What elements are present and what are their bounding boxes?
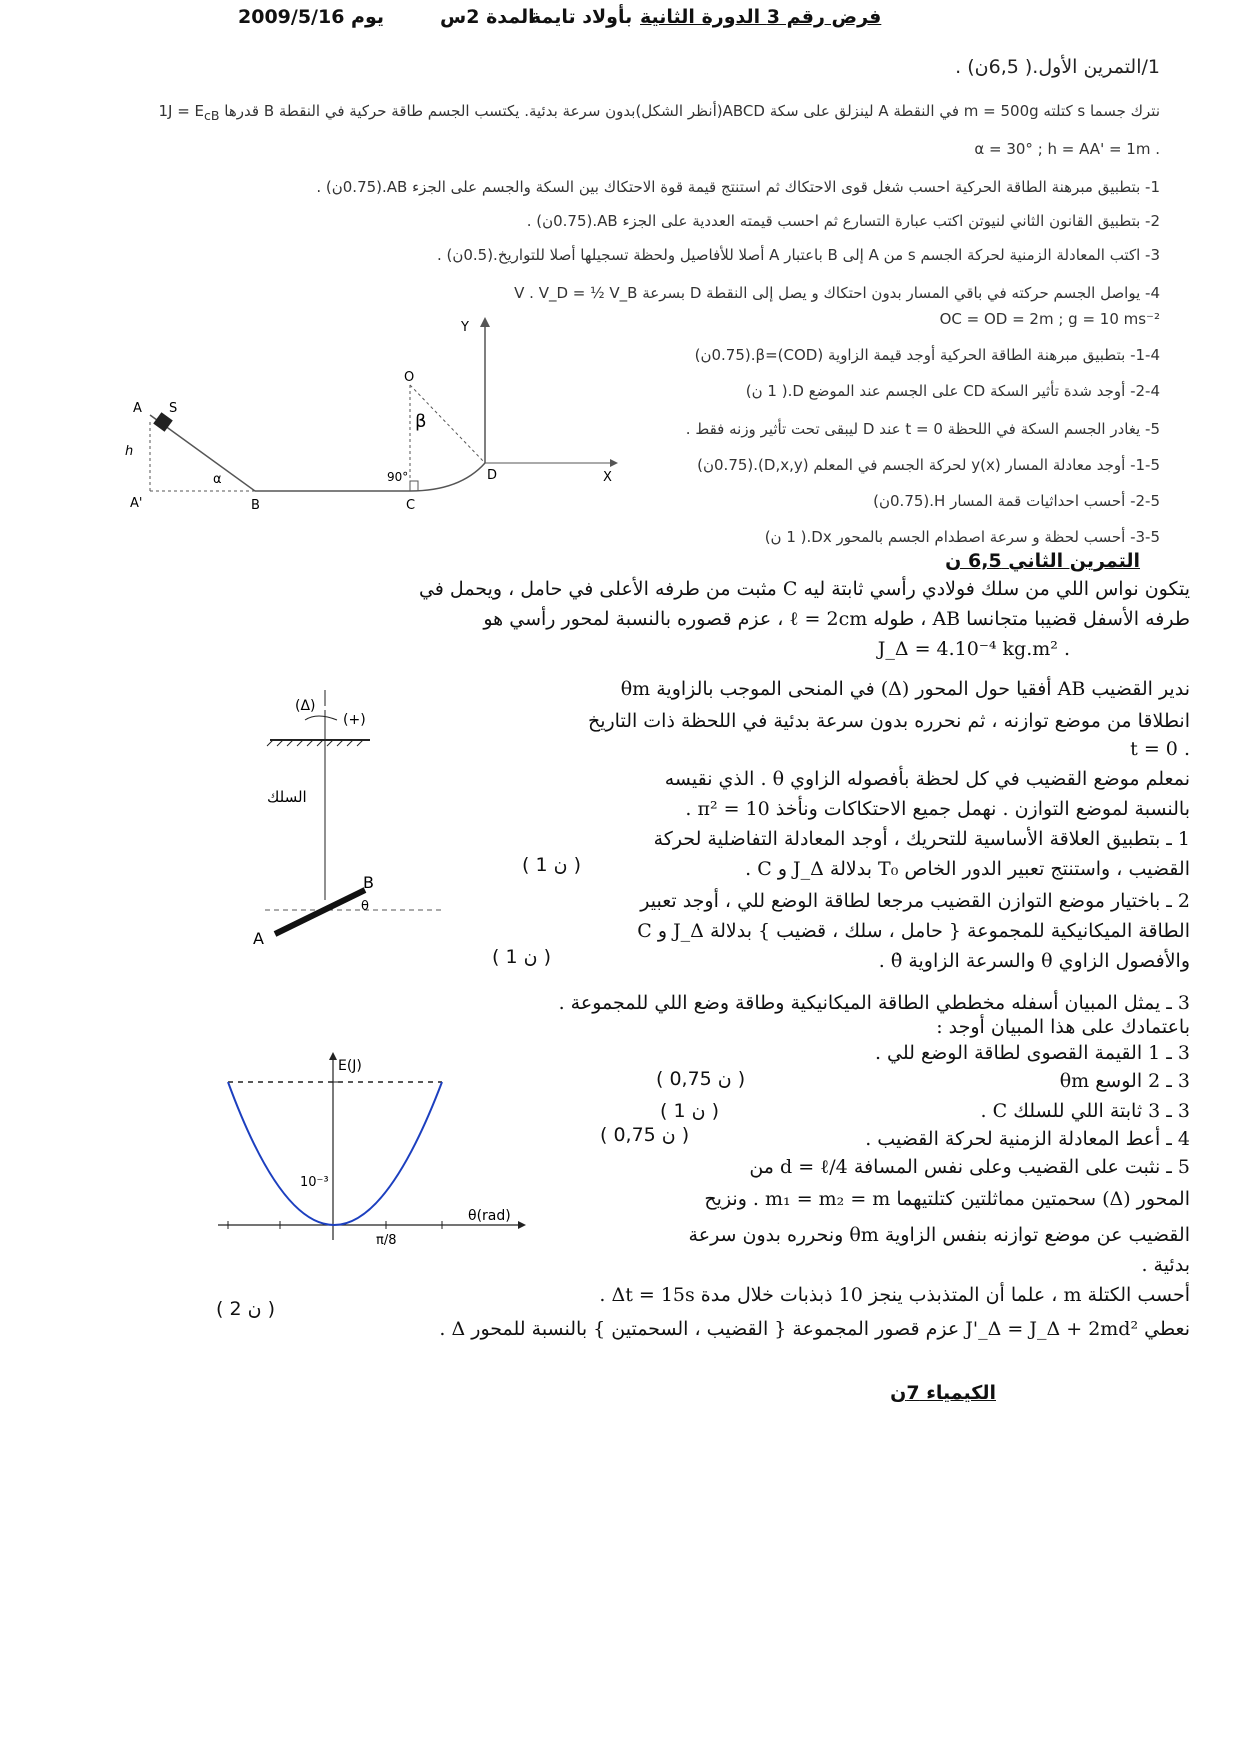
exam-date: 2009/5/16 يوم: [238, 6, 385, 28]
ex2-p9: 1 ـ بتطبيق العلاقة الأساسية للتحريك ، أوجد المعادلة التفاضلية لحركة: [653, 828, 1190, 850]
ex1-title: 1/التمرين الأول.( 6,5ن) .: [955, 56, 1160, 78]
ex1-q3: 3- اكتب المعادلة الزمنية لحركة الجسم s من A إلى B باعتبار A أصلا للأفاصيل ولحظة تسجيلها أصلا للتواريخ.(0.5ن) .: [436, 246, 1160, 264]
chem-title: الكيمياء 7ن: [890, 1382, 996, 1404]
ex2-p24-points: ( 2 ن ): [216, 1298, 275, 1320]
ex1-q5-1: 1-5- أوجد معادلة المسار (x)y لحركة الجسم في المعلم (D,x,y).(0.75ن): [697, 456, 1160, 474]
ex2-p3: . J_Δ = 4.10⁻⁴ kg.m²: [877, 638, 1070, 660]
ex2-p19: 4 ـ أعط المعادلة الزمنية لحركة القضيب .: [865, 1128, 1190, 1150]
label-c: C: [406, 498, 416, 513]
ex2-p24: أحسب الكتلة m ، علما أن المتذبذب ينجز 10 ذبذبات خلال مدة Δt = 15s .: [599, 1284, 1190, 1306]
label-x: X: [603, 470, 612, 485]
ex2-p12: الطاقة الميكانيكية للمجموعة { حامل ، سلك ، قضيب } بدلالة J_Δ و C: [637, 920, 1190, 942]
ex2-p15: باعتمادك على هذا المبيان أوجد :: [936, 1016, 1190, 1038]
arc-cd: [410, 463, 485, 491]
wire-label: السلك: [267, 788, 307, 806]
chart-y-tick: 10⁻³: [300, 1175, 329, 1190]
ex2-p8: بالنسبة لموضع التوازن . نهمل جميع الاحتكاكات ونأخذ π² = 10 .: [685, 798, 1190, 820]
ex2-p10: القضيب ، واستنتج تعبير الدور الخاص T₀ بدلالة J_Δ و C .: [745, 858, 1190, 880]
exam-duration: المدة 2س: [440, 6, 535, 28]
ex2-p13: والأفصول الزاوي θ والسرعة الزاوية θ̇ .: [878, 950, 1190, 972]
plus-label: (+): [343, 712, 366, 728]
ex2-p16: 3 ـ 1 القيمة القصوى لطاقة الوضع للي .: [874, 1042, 1190, 1064]
ex2-p17-points: ( 0,75 ن ): [656, 1068, 746, 1090]
rod-ab: [275, 890, 365, 934]
ex1-q4-2: 2-4- أوجد شدة تأثير السكة CD على الجسم عند الموضع D.( 1 ن): [745, 382, 1160, 400]
ex2-p6: . t = 0: [1130, 738, 1190, 760]
label-alpha: α: [213, 472, 222, 487]
ex1-q4: 4- يواصل الجسم حركته في باقي المسار بدون احتكاك و يصل إلى النقطة D بسرعة V . V_D = ½ V_B: [514, 284, 1160, 302]
ex1-q5: 5- يغادر الجسم السكة في اللحظة t = 0 عند D ليبقى تحت تأثير وزنه فقط .: [685, 420, 1160, 438]
ex1-q4-givens: OC = OD = 2m ; g = 10 ms⁻²: [939, 310, 1160, 328]
label-90: 90°: [387, 470, 409, 484]
ex2-p14: 3 ـ يمثل المبيان أسفله مخططي الطاقة الميكانيكية وطاقة وضع اللي للمجموعة .: [558, 992, 1190, 1014]
ex2-p7: نمعلم موضع القضيب في كل لحظة بأفصوله الزاوي θ . الذي نقيسه: [664, 768, 1190, 790]
label-b: B: [251, 498, 260, 513]
exam-title: فرض رقم 3 الدورة الثانية: [640, 6, 882, 28]
label-beta: β: [415, 411, 427, 432]
axis-label: (Δ): [295, 698, 316, 714]
ex1-q5-2: 2-5- أحسب احداثيات قمة المسار H.(0.75ن): [873, 492, 1160, 510]
track-figure: [125, 315, 705, 525]
ex1-q4-1: 1-4- بتطبيق مبرهنة الطاقة الحركية أوجد قيمة الزاوية β=(COD).(0.75ن): [694, 346, 1160, 364]
ex2-p13-points: ( 1 ن ): [492, 946, 551, 968]
ex2-title: التمرين الثاني 6,5 ن: [945, 550, 1140, 572]
ex2-p11: 2 ـ باختيار موضع التوازن القضيب مرجعا لطاقة الوضع للي ، أوجد تعبير: [640, 890, 1190, 912]
label-h: h: [125, 444, 134, 459]
ex2-p18-points: ( 1 ن ): [660, 1100, 719, 1122]
ex2-p20: 5 ـ نثبت على القضيب وعلى نفس المسافة d = ℓ/4 من: [749, 1156, 1190, 1178]
label-a: A: [133, 401, 142, 416]
torsion-pendulum-figure: [245, 690, 455, 950]
ex2-p1: يتكون نواس اللي من سلك فولادي رأسي ثابتة ليه C مثبت من طرفه الأعلى في حامل ، ويحمل في: [418, 578, 1190, 600]
ex2-p23: بدئية .: [1141, 1254, 1190, 1276]
ex2-p19-points: ( 0,75 ن ): [600, 1124, 690, 1146]
ex2-p25: نعطي J'_Δ = J_Δ + 2md² عزم قصور المجموعة { القضيب ، السحمتين } بالنسبة للمحور Δ .: [439, 1318, 1190, 1340]
label-theta: θ: [361, 899, 369, 914]
potential-energy-curve: [228, 1082, 442, 1225]
label-a-prime: A': [130, 496, 143, 511]
chart-xlabel: θ(rad): [468, 1208, 511, 1224]
ex2-p5: انطلاقا من موضع توازنه ، ثم نحرره بدون سرعة بدئية في اللحظة ذات التاريخ: [587, 710, 1190, 732]
exam-school: بأولاد تايمة: [530, 6, 633, 28]
ex2-p2: طرفه الأسفل قضيبا متجانسا AB ، طوله ℓ = 2cm ، عزم قصوره بالنسبة لمحور رأسي هو: [483, 608, 1190, 630]
ex2-p18: 3 ـ 3 ثابتة اللي للسلك C .: [980, 1100, 1190, 1122]
label-s: S: [169, 401, 178, 416]
ex1-q2: 2- بتطبيق القانون الثاني لنيوتن اكتب عبارة التسارع ثم احسب قيمته العددية على الجزء AB.(0.75ن) .: [526, 212, 1160, 230]
ex2-p4: ندير القضيب AB أفقيا حول المحور (Δ) في المنحى الموجب بالزاوية θm: [620, 678, 1190, 700]
ex2-p17: 3 ـ 2 الوسع θm: [1059, 1070, 1190, 1092]
label-d: D: [487, 468, 498, 483]
ex1-q5-3: 3-5- أحسب لحظة و سرعة اصطدام الجسم بالمحور Dx.( 1 ن): [764, 528, 1160, 546]
ex2-p21: المحور (Δ) سحمتين مماثلتين كتلتيهما m₁ = m₂ = m . ونزيح: [704, 1188, 1190, 1210]
label-a: A: [253, 929, 264, 948]
label-o: O: [404, 370, 415, 385]
label-y: Y: [461, 320, 469, 335]
ex1-q1: 1- بتطبيق مبرهنة الطاقة الحركية احسب شغل قوى الاحتكاك ثم استنتج قيمة قوة الاحتكاك بين السكة والجسم على الجزء AB.(0.75ن) .: [316, 178, 1160, 196]
ex2-p22: القضيب عن موضع توازنه بنفس الزاوية θm ونحرره بدون سرعة: [688, 1224, 1190, 1246]
energy-chart: [210, 1050, 540, 1250]
label-b: B: [363, 873, 374, 892]
chart-ylabel: E(J): [338, 1058, 362, 1074]
ex1-givens: . α = 30° ; h = AA' = 1m: [974, 140, 1160, 158]
ex1-intro: نترك جسما s كتلته m = 500g في النقطة A لينزلق على سكة ABCD(أنظر الشكل)بدون سرعة بدئية. يكتسب الجسم طاقة حركية في النقطة B قدرها $1J = E_{cB}$: [158, 102, 1160, 123]
ex2-p10-points: ( 1 ن ): [522, 854, 581, 876]
chart-x-tick: π/8: [376, 1233, 397, 1248]
